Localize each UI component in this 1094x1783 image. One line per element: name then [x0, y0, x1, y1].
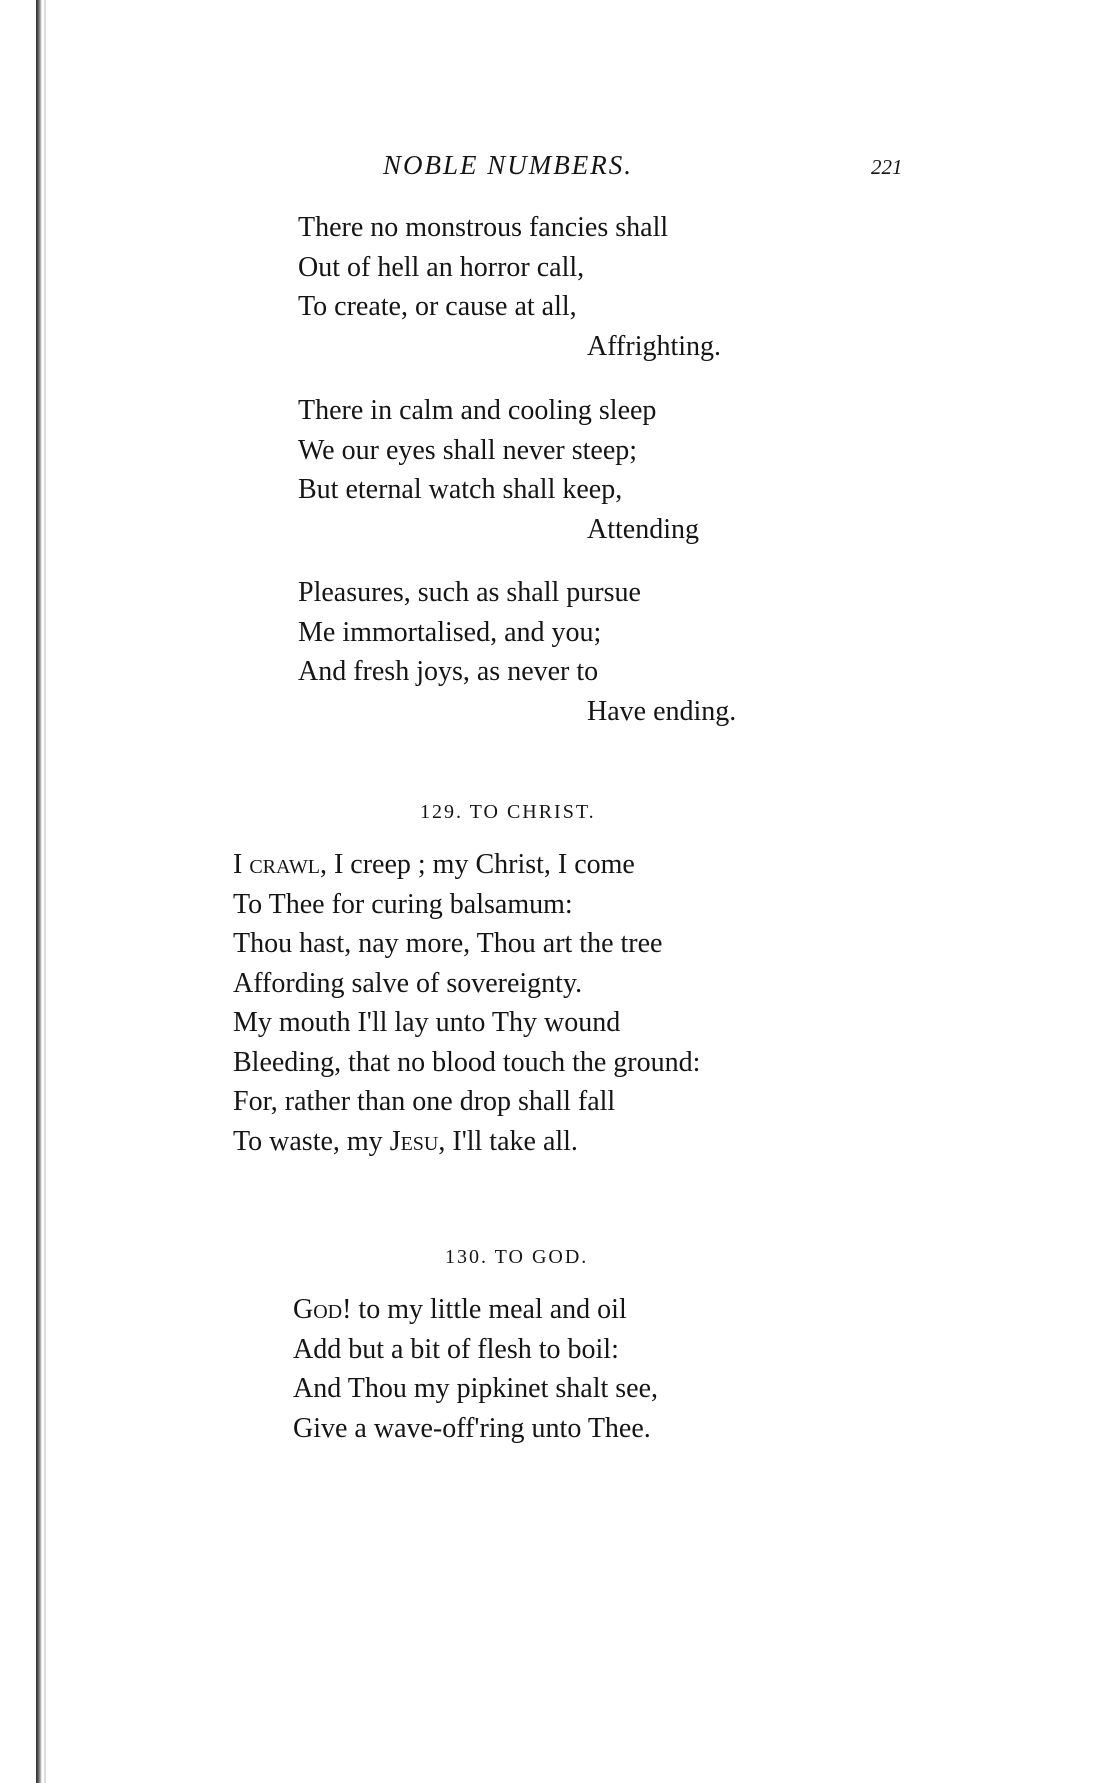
- verse-line: Pleasures, such as shall pursue: [298, 577, 641, 608]
- verse-line: We our eyes shall never steep;: [298, 434, 638, 466]
- verse-line: And fresh joys, as never to: [298, 656, 599, 687]
- verse-line: To Thee for curing balsamum:: [233, 888, 573, 920]
- verse-line: Me immortalised, and you;: [298, 616, 602, 648]
- verse-line-rest: ! to my little meal and oil: [342, 1294, 627, 1325]
- verse-line: There in calm and cooling sleep: [298, 395, 657, 426]
- stanza-1: [298, 208, 721, 366]
- verse-line-last: [233, 1122, 700, 1162]
- verse-line-post: , I'll take all.: [438, 1125, 578, 1157]
- verse-line-pre: To waste, my: [233, 1125, 390, 1157]
- verse-line: Affording salve of sovereignty.: [233, 967, 583, 999]
- verse-line: Add but a bit of flesh to boil:: [293, 1333, 619, 1365]
- running-title: NOBLE NUMBERS.: [383, 150, 633, 180]
- verse-line: Give a wave-off'ring unto Thee.: [293, 1412, 651, 1444]
- verse-line: But eternal watch shall keep,: [298, 474, 623, 505]
- stanza-3: [298, 573, 736, 731]
- poem-130-heading: 130. TO GOD.: [445, 1246, 589, 1268]
- poem-129-heading: 129. TO CHRIST.: [420, 801, 596, 823]
- refrain-line: Attending: [587, 513, 699, 545]
- verse-line-first: [293, 1290, 658, 1330]
- poem-129-body: [233, 845, 700, 1161]
- page-gutter-shadow: [44, 0, 46, 1783]
- opening-words: I crawl,: [233, 849, 327, 880]
- verse-line-rest: I creep ; my Christ, I come: [326, 849, 635, 880]
- poem-130-body: [293, 1290, 658, 1448]
- divine-name: Jesu: [389, 1125, 439, 1157]
- page-gutter-edge: [36, 0, 42, 1783]
- verse-line: Bleeding, that no blood touch the ground:: [233, 1046, 701, 1078]
- verse-line: To create, or cause at all,: [298, 291, 577, 322]
- verse-line-first: [233, 845, 700, 885]
- verse-line: Thou hast, nay more, Thou art the tree: [233, 928, 663, 959]
- verse-line: There no monstrous fancies shall: [298, 212, 669, 243]
- opening-words: God: [293, 1294, 343, 1325]
- verse-line: My mouth I'll lay unto Thy wound: [233, 1007, 621, 1038]
- refrain-line: Have ending.: [587, 695, 737, 727]
- stanza-2: [298, 391, 699, 549]
- verse-line: Out of hell an horror call,: [298, 251, 585, 283]
- verse-line: And Thou my pipkinet shalt see,: [293, 1373, 658, 1404]
- page-number: 221: [871, 155, 903, 179]
- refrain-line: Affrighting.: [587, 330, 722, 362]
- verse-line: For, rather than one drop shall fall: [233, 1086, 616, 1117]
